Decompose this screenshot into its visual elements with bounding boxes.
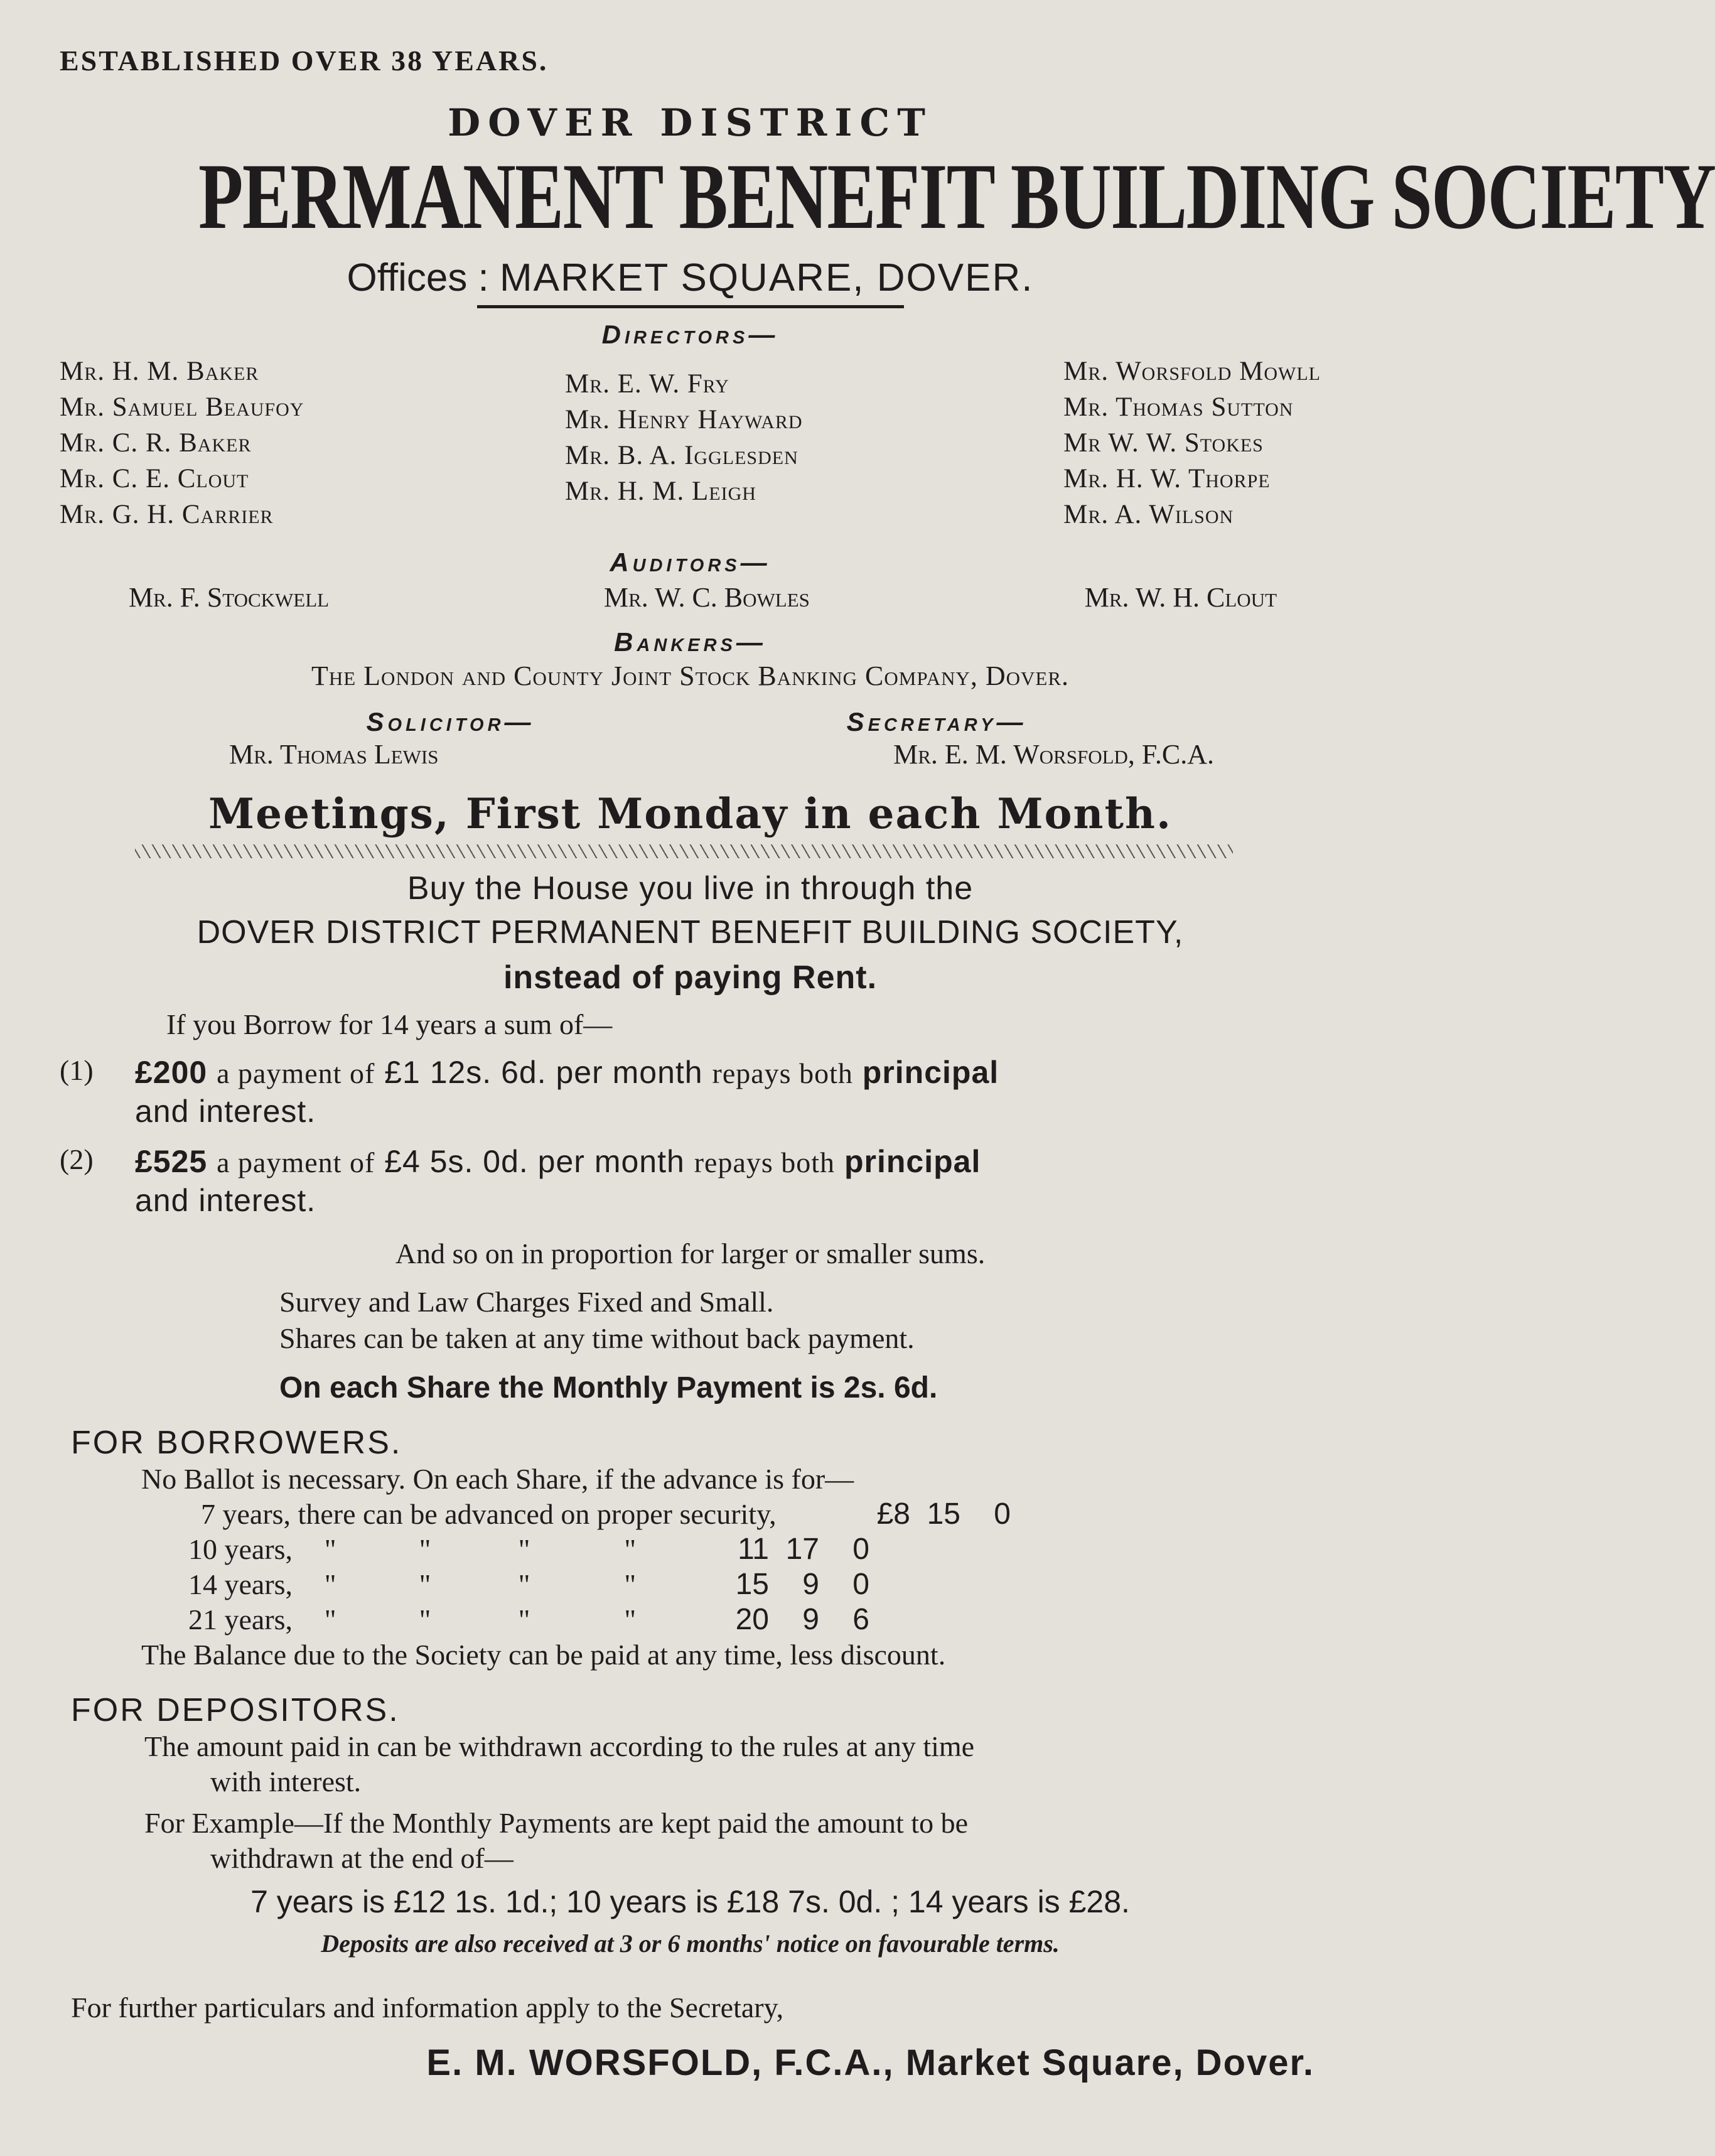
district-title: DOVER DISTRICT (448, 101, 933, 145)
survey-line: Survey and Law Charges Fixed and Small. (279, 1286, 774, 1318)
example-2 (60, 1143, 1321, 1219)
advance-shillings: 9 (802, 1603, 819, 1636)
secretary-signoff: E. M. WORSFOLD, F.C.A., Market Square, Dover. (426, 2042, 1314, 2083)
director-name: Mr. H. M. Baker (60, 357, 259, 386)
director-name: Mr. C. R. Baker (60, 428, 252, 458)
buy-line-3: instead of paying Rent. (503, 959, 878, 996)
ditto-mark: " (518, 1604, 530, 1636)
advance-shillings: 9 (802, 1568, 819, 1601)
advance-row (60, 1497, 1321, 1532)
director-name: Mr. G. H. Carrier (60, 500, 274, 529)
solicitor-name: Mr. Thomas Lewis (229, 739, 439, 770)
depositors-line-2: For Example—If the Monthly Payments are kept paid the amount to be (144, 1807, 968, 1839)
advance-table (60, 1497, 1321, 1637)
auditor-name: Mr. F. Stockwell (129, 582, 330, 613)
directors-column-2 (565, 353, 803, 532)
offices-location: MARKET SQUARE, DOVER. (500, 256, 1034, 299)
director-name: Mr. Thomas Sutton (1063, 392, 1294, 422)
example-payment: £1 12s. 6d. per month (384, 1055, 703, 1090)
example-number: (2) (60, 1143, 94, 1175)
example-cont: and interest. (135, 1094, 316, 1129)
example-end: principal (844, 1144, 981, 1179)
example-pre: a payment of (217, 1146, 375, 1178)
directors-heading: Directors— (601, 320, 779, 349)
depositors-line-1b: with interest. (210, 1765, 362, 1798)
ditto-mark: " (419, 1533, 431, 1565)
example-pre: a payment of (217, 1057, 375, 1089)
solicitor-heading: Solicitor— (366, 707, 535, 736)
advance-years: 10 years, (188, 1533, 293, 1565)
advance-years: 21 years, (188, 1604, 293, 1636)
advance-pence: 0 (852, 1568, 869, 1601)
secretary-heading: Secretary— (846, 707, 1027, 736)
example-1 (60, 1054, 1321, 1130)
borrowers-heading: FOR BORROWERS. (71, 1425, 402, 1461)
ditto-mark: " (419, 1604, 431, 1636)
ballot-line: No Ballot is necessary. On each Share, if the advance is for— (141, 1463, 854, 1495)
example-payment: £4 5s. 0d. per month (384, 1144, 685, 1179)
example-mid: repays both (694, 1146, 836, 1178)
monthly-payment-line: On each Share the Monthly Payment is 2s. 6d. (279, 1371, 938, 1404)
buy-line-1: Buy the House you live in through the (407, 870, 974, 907)
advance-row (60, 1567, 1321, 1602)
advance-pence: 6 (852, 1603, 869, 1636)
ditto-mark: " (624, 1604, 637, 1636)
advance-shillings: 15 (927, 1497, 960, 1531)
deposits-note: Deposits are also received at 3 or 6 months' notice on favourable terms. (321, 1929, 1060, 1958)
directors-column-1 (60, 353, 304, 532)
advance-shillings: 17 (785, 1533, 819, 1566)
auditors-list (60, 581, 1321, 613)
deposit-totals: 7 years is £12 1s. 1d.; 10 years is £18 7s. 0d. ; 14 years is £28. (250, 1884, 1130, 1919)
advance-row (60, 1602, 1321, 1637)
director-name: Mr. Worsfold Mowll (1063, 357, 1321, 386)
established-line: ESTABLISHED OVER 38 YEARS. (60, 45, 549, 77)
advance-amount (700, 1567, 869, 1602)
advance-pounds: 15 (735, 1568, 769, 1601)
further-particulars: For further particulars and information apply to the Secretary, (71, 1992, 784, 2024)
advance-years-cell (60, 1567, 700, 1602)
director-name: Mr. B. A. Igglesden (565, 441, 798, 470)
ditto-mark: " (419, 1568, 431, 1600)
offices-label: Offices : (347, 256, 489, 299)
ditto-mark: " (518, 1533, 530, 1565)
director-name: Mr. Samuel Beaufoy (60, 392, 304, 422)
advance-amount (700, 1602, 869, 1637)
example-amount: £200 (135, 1055, 208, 1090)
advance-amount (841, 1497, 1011, 1532)
advance-years: 14 years, (188, 1568, 293, 1600)
bankers-name: The London and County Joint Stock Banking Company, Dover. (311, 660, 1070, 691)
shares-line: Shares can be taken at any time without back payment. (279, 1322, 915, 1354)
advance-pence: 0 (852, 1533, 869, 1566)
proportion-line: And so on in proportion for larger or smaller sums. (395, 1237, 986, 1269)
director-name: Mr. A. Wilson (1063, 500, 1234, 529)
director-name: Mr. C. E. Clout (60, 464, 249, 493)
ditto-mark: " (324, 1604, 336, 1636)
director-name: Mr. Henry Hayward (565, 405, 803, 434)
example-text (135, 1054, 1321, 1130)
ditto-mark: " (324, 1533, 336, 1565)
advance-amount (700, 1532, 869, 1567)
ditto-mark: " (624, 1533, 637, 1565)
example-text (135, 1143, 1321, 1219)
directors-list (60, 353, 1321, 532)
meetings-line: Meetings, First Monday in each Month. (208, 789, 1172, 838)
advance-years: 7 years, there can be advanced on proper security, (201, 1498, 777, 1530)
wavy-divider (135, 844, 1233, 858)
example-mid: repays both (712, 1057, 853, 1089)
director-name: Mr. H. W. Thorpe (1063, 464, 1271, 493)
bankers-heading: Bankers— (614, 627, 766, 657)
depositors-line-2b: withdrawn at the end of— (210, 1842, 513, 1874)
title-rule (477, 305, 904, 308)
ditto-mark: " (324, 1568, 336, 1600)
director-name: Mr. H. M. Leigh (565, 477, 756, 506)
ditto-mark: " (518, 1568, 530, 1600)
auditor-name: Mr. W. C. Bowles (603, 582, 810, 613)
offices-line (60, 256, 1321, 300)
balance-line: The Balance due to the Society can be paid at any time, less discount. (141, 1639, 946, 1671)
society-title: PERMANENT BENEFIT BUILDING SOCIETY (198, 144, 1715, 249)
example-end: principal (862, 1055, 999, 1090)
borrow-intro: If you Borrow for 14 years a sum of— (166, 1008, 613, 1040)
buy-line-2: DOVER DISTRICT PERMANENT BENEFIT BUILDING SOCIETY, (196, 914, 1184, 951)
advance-row (60, 1532, 1321, 1567)
directors-column-3 (1063, 353, 1321, 532)
advance-years-cell (60, 1532, 700, 1567)
example-amount: £525 (135, 1144, 208, 1179)
auditors-heading: Auditors— (610, 547, 771, 577)
secretary-name: Mr. E. M. Worsfold, F.C.A. (893, 739, 1214, 770)
ditto-mark: " (624, 1568, 637, 1600)
advance-pounds: 11 (738, 1533, 769, 1566)
officers-names (60, 738, 1321, 770)
director-name: Mr. E. W. Fry (565, 369, 729, 399)
example-number: (1) (60, 1054, 94, 1086)
auditor-name: Mr. W. H. Clout (1084, 582, 1277, 613)
advance-pence: 0 (994, 1497, 1011, 1531)
example-cont: and interest. (135, 1183, 316, 1218)
depositors-line-1: The amount paid in can be withdrawn according to the rules at any time (144, 1730, 975, 1762)
advance-years-cell (60, 1602, 700, 1637)
depositors-heading: FOR DEPOSITORS. (71, 1692, 400, 1728)
advance-pounds: £8 (876, 1497, 910, 1531)
officers-headings (60, 707, 1321, 737)
director-name: Mr W. W. Stokes (1063, 428, 1264, 458)
advance-pounds: 20 (735, 1603, 769, 1636)
